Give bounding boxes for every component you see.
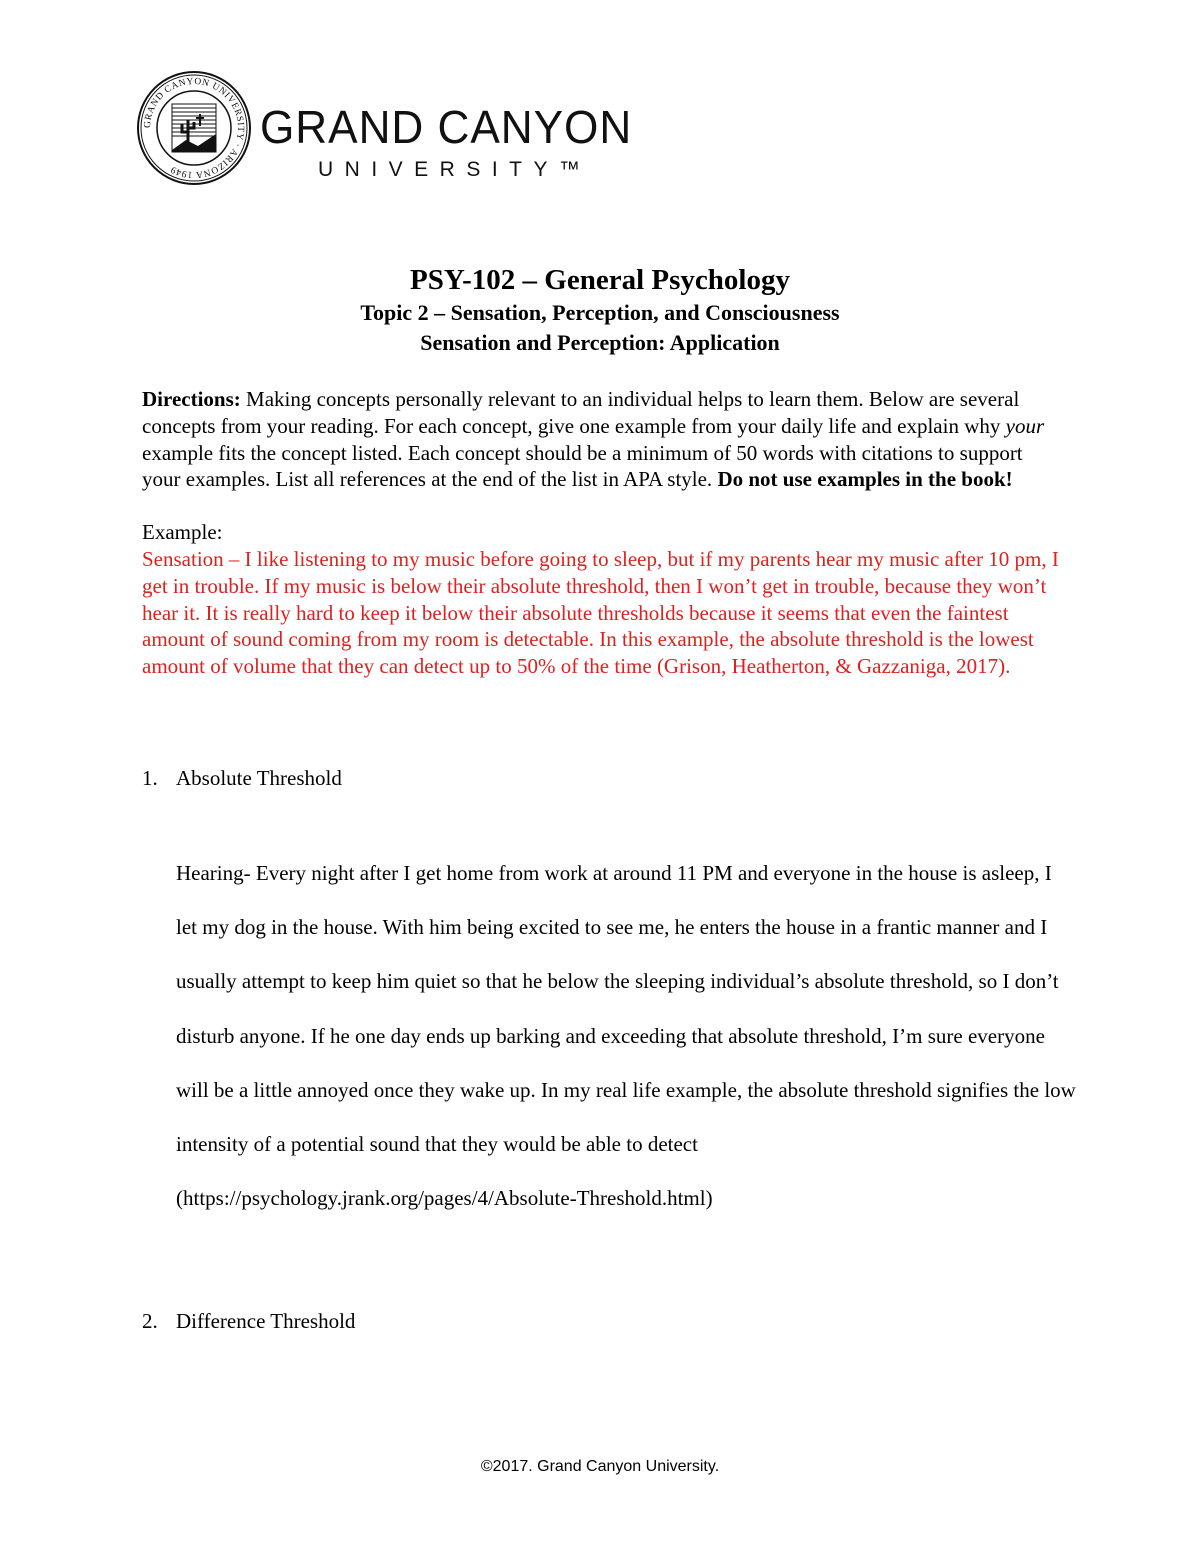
directions-warning: Do not use examples in the book! [717,467,1013,492]
document-body [142,386,1062,680]
assignment-subtitle: Sensation and Perception: Application [420,330,780,355]
seal-text: GRAND CANYON UNIVERSITY · ARIZONA 1949 [142,76,246,180]
list-item-difference-threshold [142,1309,355,1334]
university-logo [136,70,636,180]
list-label: Absolute Threshold [176,766,342,790]
list-item-absolute-threshold [142,766,342,791]
wordmark-university: UNIVERSITY™ [318,158,592,181]
university-seal-icon [136,70,252,186]
list-number: 1. [142,766,158,790]
document-header [0,262,1200,358]
answer-absolute-threshold: Hearing- Every night after I get home from work at around 11 PM and everyone in the house is asleep, I let my dog in the house. With him being excited to see me, he enters the house in a frantic manner and I usually attempt to keep him quiet so that he below the sleeping individual’s absolute threshold, so I don’t disturb anyone. If he one day ends up barking and exceeding that absolute threshold, I’m sure everyone will be a little annoyed once they wake up. In my real life example, the absolute threshold signifies the low intensity of a potential sound that they would be able to detect (https://psychology.jrank.org/pages/4/Absolute-Threshold.html) [176,861,1076,1211]
example-label: Example: [142,520,223,545]
directions-emphasis: your [1005,413,1045,438]
directions-text-b: example fits the concept listed. Each concept should be a minimum of 50 words with citations to support your examples. List all references at the end of the list in APA style. [142,440,1023,492]
list-label: Difference Threshold [176,1309,356,1333]
topic-subtitle: Topic 2 – Sensation, Perception, and Consciousness [360,300,840,325]
directions-text-a: Making concepts personally relevant to an individual helps to learn them. Below are several concepts from your reading. For each concept, give one example from your daily life and explain why [142,387,1020,438]
wordmark-grand-canyon: GRAND CANYON [260,101,633,153]
directions-paragraph [142,386,1062,493]
example-paragraph: Sensation – I like listening to my music before going to sleep, but if my parents hear my music after 10 pm, I get in trouble. If my music is below their absolute threshold, then I won’t get in trouble, because they won’t hear it. It is really hard to keep it below their absolute thresholds because it seems that even the faintest amount of sound coming from my room is detectable. In this example, the absolute threshold is the lowest amount of volume that they can detect up to 50% of the time (Grison, Heatherton, & Gazzaniga, 2017). [142,546,1059,679]
list-number: 2. [142,1309,158,1333]
copyright-footer: ©2017. Grand Canyon University. [480,1458,720,1475]
course-title: PSY-102 – General Psychology [410,264,790,296]
directions-label: Directions: [142,387,241,411]
